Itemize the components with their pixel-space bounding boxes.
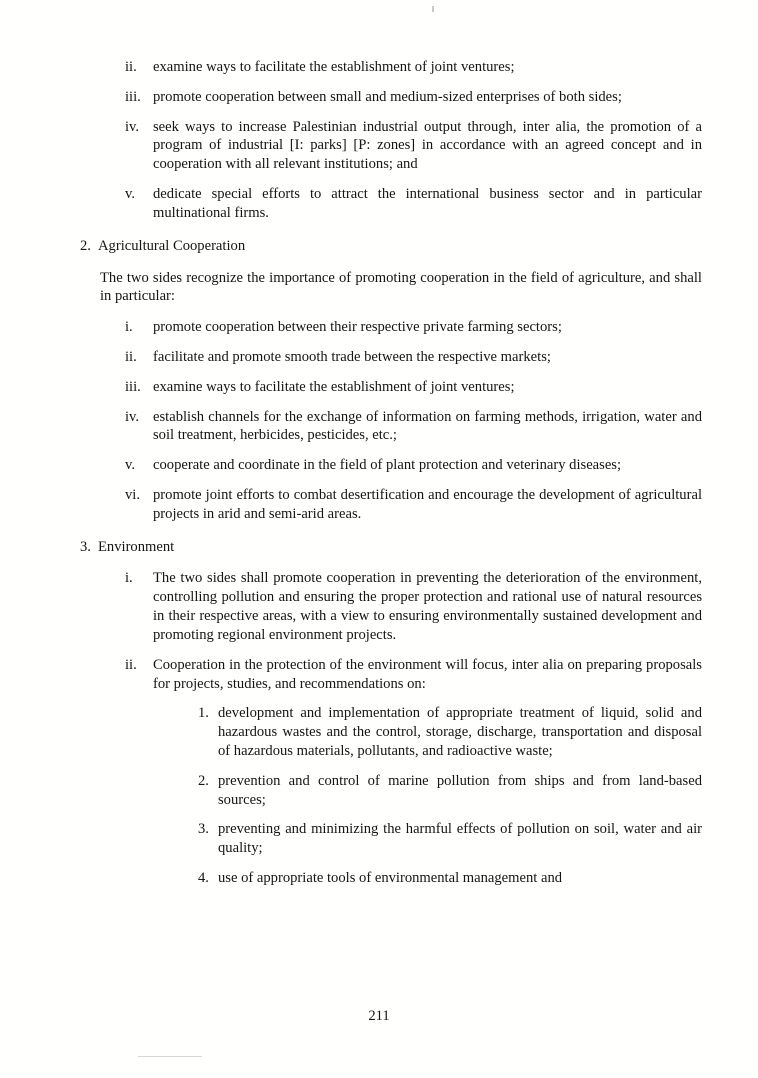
list-text: examine ways to facilitate the establishment of joint ventures;	[153, 59, 515, 75]
list-item	[125, 118, 702, 174]
list-subitem	[198, 869, 702, 888]
section-number: 3.	[80, 538, 91, 555]
list-marker: 4.	[198, 870, 209, 886]
list-item	[125, 378, 702, 397]
list-item	[125, 58, 702, 77]
section-heading	[80, 538, 702, 557]
list-text: promote cooperation between their respective private farming sectors;	[153, 319, 562, 336]
list-text: development and implementation of appropriate treatment of liquid, solid and hazardous wastes and the control, storage, discharge, transportation and disposal of hazardous materials, pollutants, and radioactive waste;	[218, 705, 702, 759]
list-text: seek ways to increase Palestinian industrial output through, inter alia, the promotion of a program of industrial [I: parks] [P: zones] in accordance with an agreed concept and in cooperation with all relevant institutions; and	[153, 118, 702, 173]
list-text: Cooperation in the protection of the environment will focus, inter alia on preparing proposals for projects, studies, and recommendations on:	[153, 656, 702, 692]
list-text: dedicate special efforts to attract the international business sector and in particular multinational firms.	[153, 186, 702, 221]
list-text: promote cooperation between small and medium-sized enterprises of both sides;	[153, 88, 622, 105]
list-marker: iv.	[125, 118, 140, 135]
list-marker: iii.	[125, 88, 141, 105]
list-marker: ii.	[125, 656, 137, 673]
list-item	[125, 656, 702, 694]
list-item	[125, 348, 702, 367]
list-text: cooperate and coordinate in the field of plant protection and veterinary diseases;	[153, 457, 622, 474]
list-subitem	[198, 820, 702, 858]
list-marker: iii.	[125, 378, 141, 395]
list-item	[125, 88, 702, 107]
list-marker: 1.	[198, 705, 209, 722]
list-marker: i.	[125, 570, 133, 587]
list-text: prevention and control of marine pollution from ships and from land-based sources;	[218, 772, 702, 808]
list-item	[125, 569, 702, 644]
list-subitem	[198, 704, 702, 760]
scan-artifact	[432, 6, 434, 12]
list-marker: 3.	[198, 821, 209, 838]
list-text: facilitate and promote smooth trade between the respective markets;	[153, 348, 551, 365]
list-marker: v.	[125, 457, 135, 474]
list-item	[125, 486, 702, 524]
list-item	[125, 318, 702, 337]
list-marker: v.	[125, 186, 135, 203]
list-text: promote joint efforts to combat desertification and encourage the development of agricultural projects in arid and semi-arid areas.	[153, 487, 702, 522]
list-text: The two sides shall promote cooperation in preventing the deterioration of the environment, controlling pollution and ensuring the proper protection and rational use of natural resources in their respective areas, with a view to ensuring environmentally sustained development and promoting regional environment projects.	[153, 570, 702, 643]
list-marker: vi.	[125, 487, 140, 503]
list-text: examine ways to facilitate the establishment of joint ventures;	[153, 378, 515, 395]
section-title: Agricultural Cooperation	[98, 237, 246, 254]
list-marker: iv.	[125, 408, 140, 425]
section-heading	[80, 237, 702, 256]
list-item	[125, 408, 702, 446]
list-marker: ii.	[125, 348, 137, 365]
list-subitem	[198, 772, 702, 810]
scan-artifact	[138, 1056, 202, 1057]
section-title: Environment	[98, 538, 175, 555]
list-marker: i.	[125, 319, 133, 336]
list-text: preventing and minimizing the harmful effects of pollution on soil, water and air quality;	[218, 821, 702, 857]
list-marker: ii.	[125, 59, 137, 75]
list-text: establish channels for the exchange of information on farming methods, irrigation, water and soil treatment, herbicides, pesticides, etc.;	[153, 408, 702, 444]
list-item	[125, 456, 702, 475]
section-intro: The two sides recognize the importance of promoting cooperation in the field of agriculture, and shall in particular:	[100, 269, 702, 305]
list-item	[125, 185, 702, 223]
page-number: 211	[368, 1008, 390, 1025]
section-number: 2.	[80, 237, 91, 254]
list-marker: 2.	[198, 772, 209, 789]
list-text: use of appropriate tools of environmental management and	[218, 870, 563, 886]
